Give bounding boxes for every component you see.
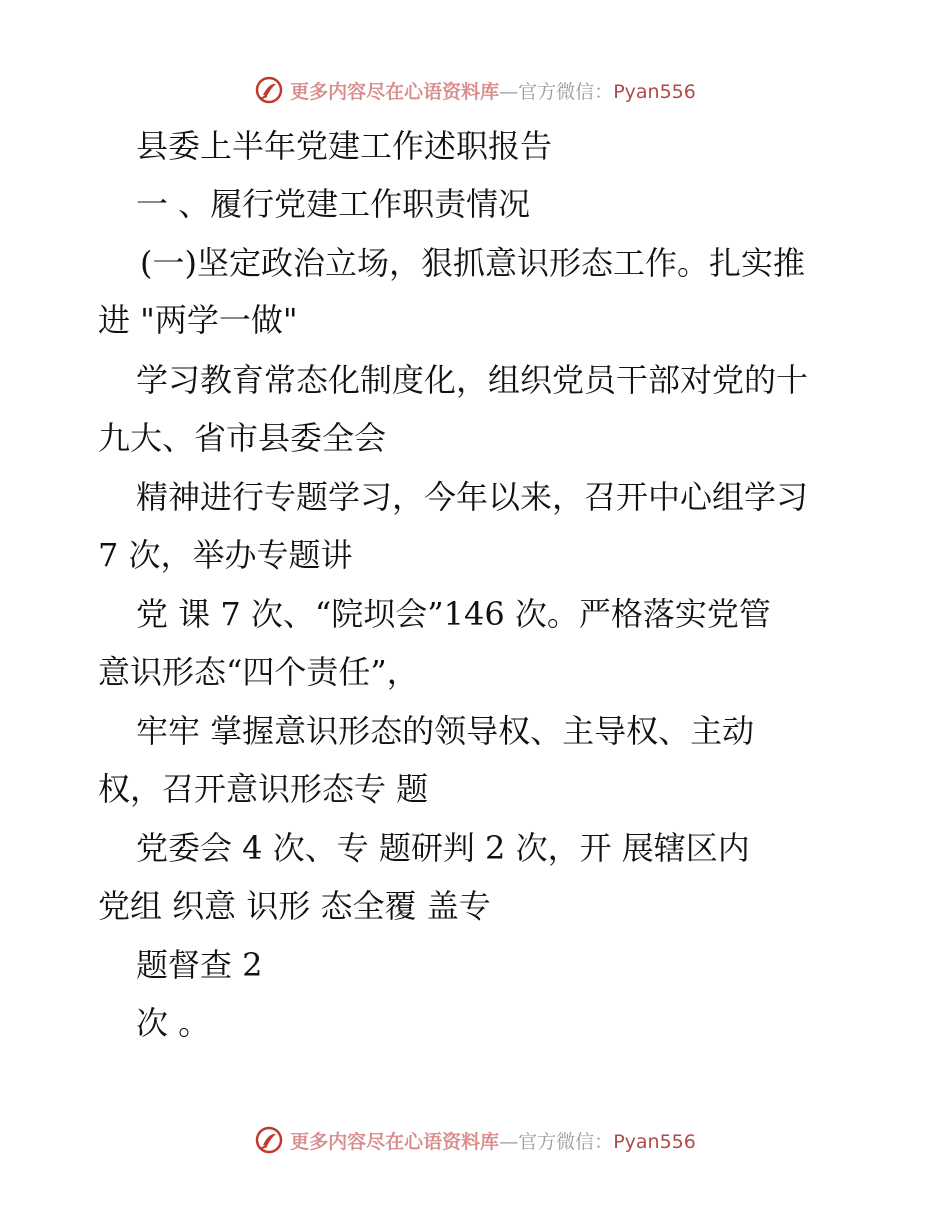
header-watermark [0,70,950,110]
paragraph-line: 党组 织意 识形 态全覆 盖专 [98,887,491,925]
watermark-text [290,77,696,104]
paragraph-line: 权，召开意识形态专 题 [98,770,429,808]
watermark-prefix: 更多内容尽在心语资料库 [290,80,500,103]
watermark-account: Pyan556 [613,1130,696,1153]
paragraph-line: 进 "两学一做" [98,301,298,339]
paragraph-line: 九大、省市县委全会 [98,419,387,457]
watermark-prefix: 更多内容尽在心语资料库 [290,1130,500,1153]
paragraph-line: 意识形态“四个责任”， [98,653,419,691]
paragraph-line: 党委会 4 次、专 题研判 2 次，开 展辖区内 [136,829,750,867]
paragraph-line: 次 。 [136,1004,211,1042]
brush-logo-icon [254,75,284,105]
section-heading: 一 、履行党建工作职责情况 [136,185,531,223]
watermark-account: Pyan556 [613,80,696,103]
footer-watermark [0,1120,950,1160]
paragraph-line: 题督查 2 [136,946,263,984]
paragraph-line: 7 次，举办专题讲 [98,536,353,574]
paragraph-line: 党 课 7 次、“院坝会”146 次。严格落实党管 [136,595,771,633]
paragraph-line: 精神进行专题学习，今年以来，召开中心组学习 [136,478,809,516]
watermark-dash: —官方微信： [499,1130,614,1153]
watermark-dash: —官方微信： [499,80,614,103]
watermark-text [290,1127,696,1154]
paragraph-line: 牢牢 掌握意识形态的领导权、主导权、主动 [136,712,755,750]
brush-logo-icon [254,1125,284,1155]
paragraph-line: 学习教育常态化制度化，组织党员干部对党的十 [136,361,809,399]
paragraph-line: (一)坚定政治立场，狠抓意识形态工作。扎实推 [140,244,805,282]
document-title: 县委上半年党建工作述职报告 [136,127,553,165]
